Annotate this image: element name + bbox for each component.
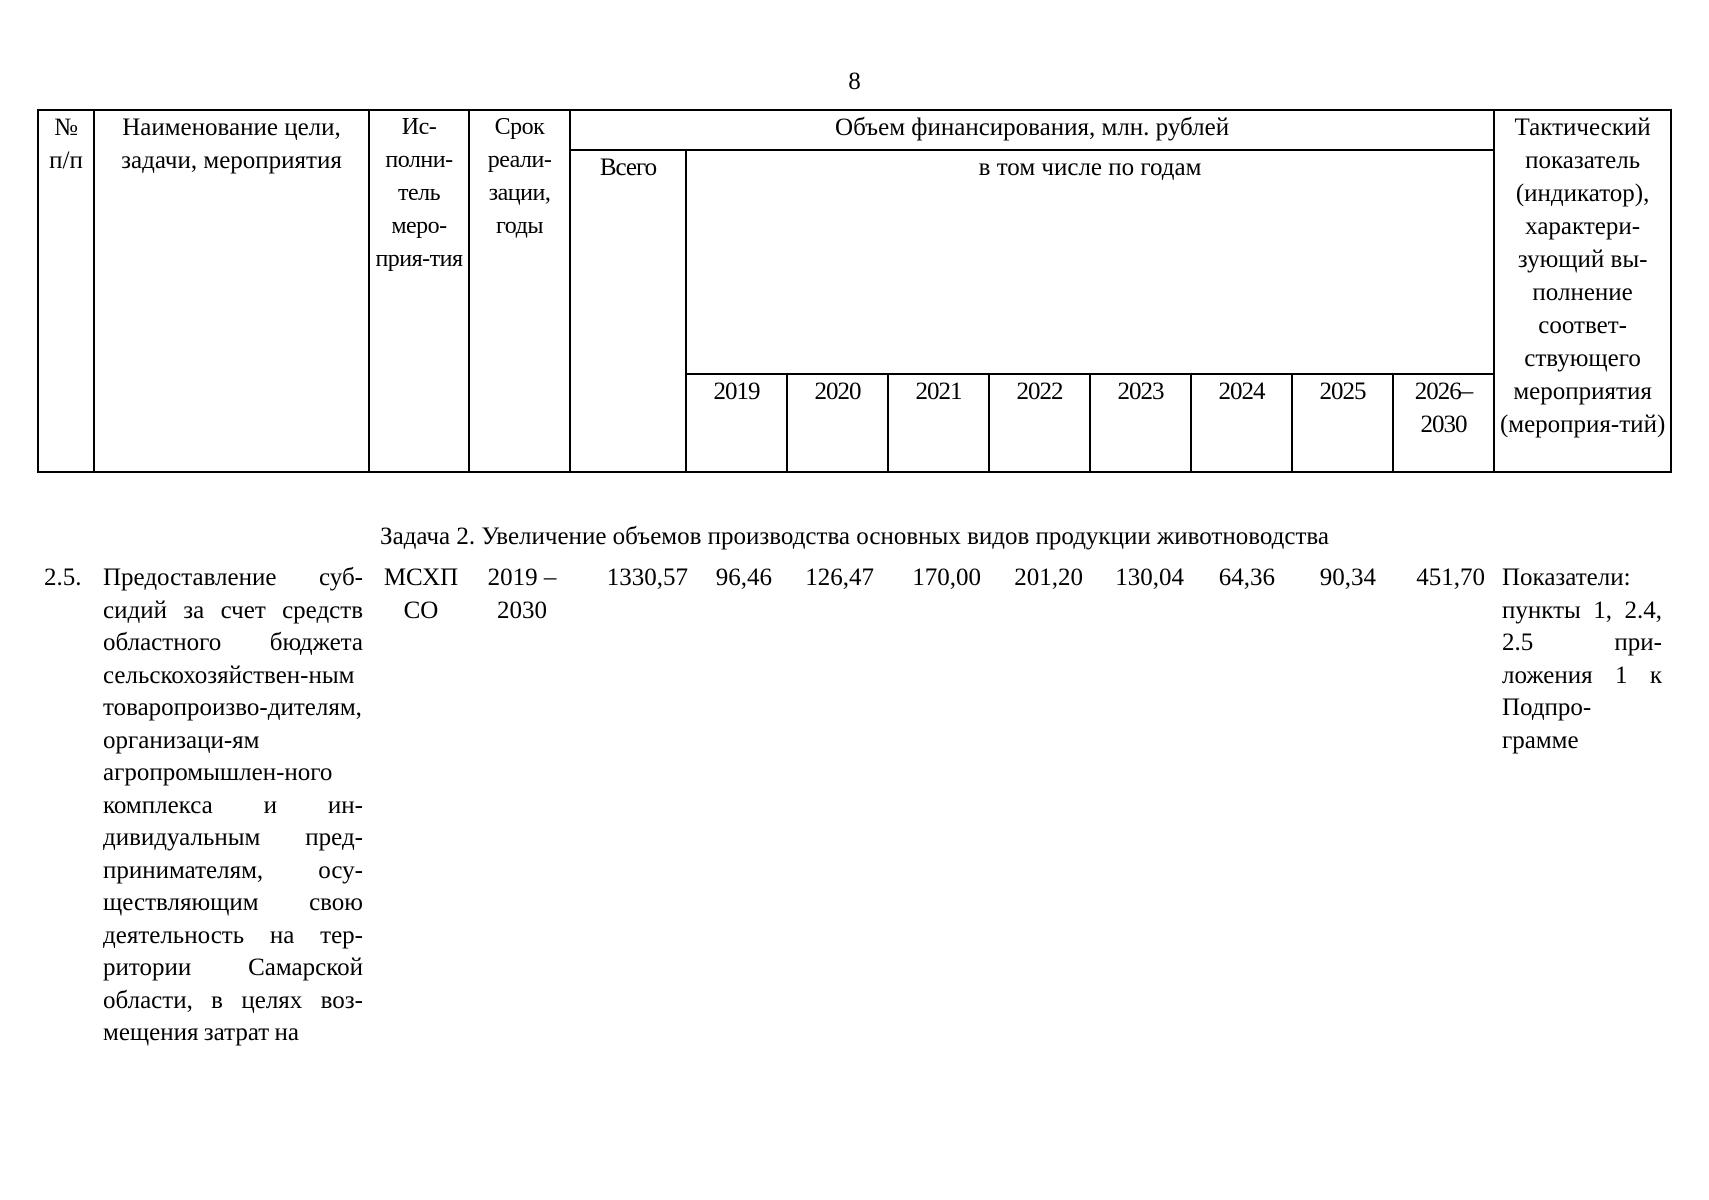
row-value-2024: 64,36 xyxy=(1218,564,1275,591)
year-header-2021: 2021 xyxy=(888,374,989,472)
row-value-2021: 170,00 xyxy=(912,564,981,591)
row-value-2022: 201,20 xyxy=(1014,564,1083,591)
row-indicator: Показатели: пункты 1, 2.4, 2.5 при-ложения 1 к Подпро-грамме xyxy=(1502,564,1662,754)
year-header-2026-2030: 2026–2030 xyxy=(1393,374,1494,472)
year-header-2019: 2019 xyxy=(686,374,787,472)
year-header-2022: 2022 xyxy=(989,374,1090,472)
row-total: 1330,57 xyxy=(606,564,688,591)
row-value-2020: 126,47 xyxy=(805,564,874,591)
header-table xyxy=(37,109,1672,473)
row-value-2023: 130,04 xyxy=(1115,564,1184,591)
col-by-years-header: в том числе по годам xyxy=(686,150,1494,374)
row-value-2019: 96,46 xyxy=(715,564,772,591)
col-funding-header: Объем финансирования, млн. рублей xyxy=(570,110,1494,150)
col-name-header: Наименование цели, задачи, мероприятия xyxy=(94,110,369,472)
row-number: 2.5. xyxy=(44,564,82,591)
year-header-2020: 2020 xyxy=(787,374,888,472)
task-title: Задача 2. Увеличение объемов производства основных видов продукции животноводства xyxy=(380,523,1329,550)
col-period-header: Срок реали-зации, годы xyxy=(469,110,570,472)
year-header-2024: 2024 xyxy=(1191,374,1292,472)
col-indicator-header: Тактический показатель (индикатор), характери-зующий вы-полнение соответ-ствующего мероприятия (мероприя-тий) xyxy=(1494,110,1671,472)
row-executor: МСХП СО xyxy=(383,564,459,624)
col-total-header: Всего xyxy=(570,150,686,472)
row-name: Предоставление суб-сидий за счет средств областного бюджета сельскохозяйствен-ным товаропроизво-дителям, организаци-ям агропромышлен-ного комплекса и ин-дивидуальным пред-принимателям, осу-ществляющим свою деятельность на тер-ритории Самарской области, в целях воз-мещения затрат на xyxy=(103,564,363,1046)
col-executor-header: Ис-полни-тель меро-прия-тия xyxy=(369,110,469,472)
year-header-2025: 2025 xyxy=(1292,374,1393,472)
col-num-header: № п/п xyxy=(38,110,94,472)
year-header-2023: 2023 xyxy=(1090,374,1191,472)
row-period: 2019 – 2030 xyxy=(487,564,557,624)
row-value-2026-2030: 451,70 xyxy=(1416,564,1485,591)
row-value-2025: 90,34 xyxy=(1319,564,1376,591)
page-number: 8 xyxy=(848,68,861,95)
